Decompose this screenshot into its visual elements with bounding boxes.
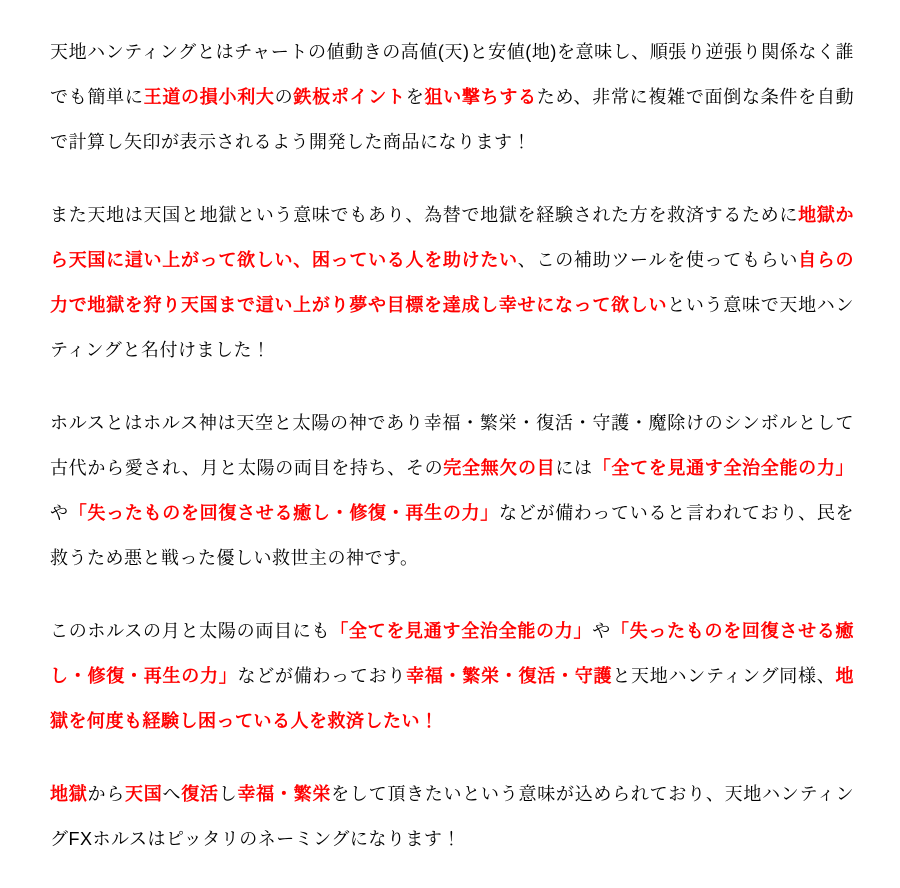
body-text: と天地ハンティング同様、: [612, 666, 836, 686]
paragraph: [50, 401, 854, 581]
emphasis-text: 王道の損小利大: [143, 87, 275, 107]
body-text: などが備わっており: [237, 666, 407, 686]
emphasis-text: 鉄板ポイント: [293, 87, 406, 107]
paragraph: [50, 772, 854, 862]
emphasis-text: 地獄を何度も経験し困っている人を救済したい！: [50, 666, 855, 731]
emphasis-text: 幸福・繁栄・復活・守護: [406, 666, 613, 686]
body-text: へ: [162, 784, 182, 804]
paragraph: [50, 193, 854, 373]
emphasis-text: 地獄: [50, 784, 88, 804]
emphasis-text: 「全てを見通す全治全能の力」: [592, 458, 855, 478]
body-text: 天地ハンティングとはチャートの値動きの高値(天)と安値(地)を意味し、順張り逆張り関係なく誰でも簡単に: [50, 42, 854, 107]
body-text: また天地は天国と地獄という意味でもあり、為替で地獄を経験された方を救済するために: [50, 205, 799, 225]
emphasis-text: 狙い撃ちする: [424, 87, 537, 107]
emphasis-text: 完全無欠の目: [443, 458, 556, 478]
emphasis-text: 天国: [124, 784, 163, 804]
emphasis-text: 地獄から天国に這い上がって欲しい、困っている人を助けたい: [50, 205, 854, 270]
body-text: や: [592, 621, 611, 641]
body-text: し: [218, 784, 238, 804]
body-text: などが備わっていると言われており、民を救うため悪と戦った優しい救世主の神です。: [50, 503, 855, 568]
body-text: ため、非常に複雑で面倒な条件を自動で計算し矢印が表示されるよう開発した商品になります！: [50, 87, 855, 152]
emphasis-text: 「全てを見通す全治全能の力」: [330, 621, 593, 641]
body-text: や: [50, 503, 69, 523]
emphasis-text: 自らの力で地獄を狩り天国まで這い上がり夢や目標を達成し幸せになって欲しい: [50, 250, 855, 315]
body-text: 、この補助ツールを使ってもらい: [517, 250, 799, 270]
body-text: から: [87, 784, 125, 804]
emphasis-text: 「失ったものを回復させる癒し・修復・再生の力」: [50, 621, 855, 686]
body-text: をして頂きたいという意味が込められており、天地ハンティングFXホルスはピッタリのネーミングになります！: [50, 784, 855, 849]
emphasis-text: 幸福・繁栄: [237, 784, 332, 804]
paragraph: [50, 609, 854, 744]
paragraph: [50, 30, 854, 165]
body-text: を: [405, 87, 425, 107]
emphasis-text: 復活: [181, 784, 219, 804]
emphasis-text: 「失ったものを回復させる癒し・修復・再生の力」: [68, 503, 499, 523]
body-text: ホルスとはホルス神は天空と太陽の神であり幸福・繁栄・復活・守護・魔除けのシンボルとして古代から愛され、月と太陽の両目を持ち、その: [50, 413, 854, 478]
body-text: には: [555, 458, 593, 478]
body-text: の: [274, 87, 294, 107]
body-text: このホルスの月と太陽の両目にも: [50, 621, 331, 641]
body-text: という意味で天地ハンティングと名付けました！: [50, 295, 855, 360]
